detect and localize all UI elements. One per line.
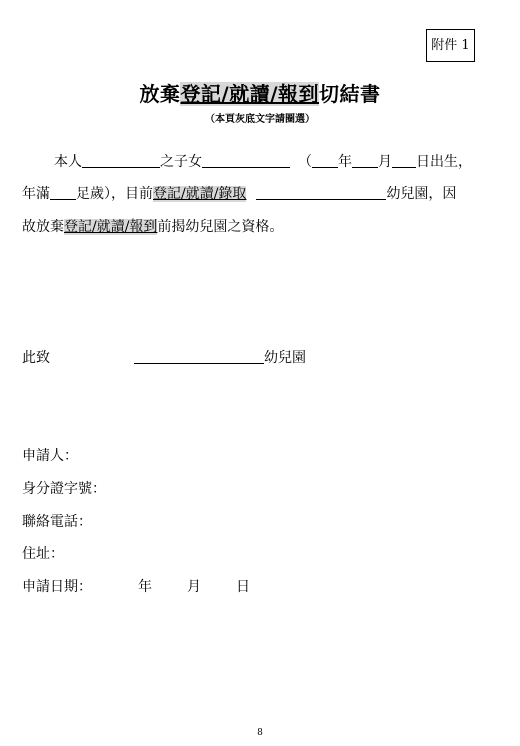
- date-month-label: 月: [187, 579, 201, 595]
- text-currently: 足歲），目前: [76, 186, 153, 202]
- status-options-highlight[interactable]: 登記/就讀/錄取: [153, 186, 247, 202]
- title-prefix: 放棄: [139, 82, 181, 106]
- document-subtitle: （本頁灰底文字請圈選）: [205, 114, 315, 125]
- text-qualification: 前揭幼兒園之資格。: [157, 219, 284, 235]
- text-child: 之子女: [160, 154, 202, 170]
- date-year-label: 年: [138, 579, 152, 595]
- paragraph-line-3: [22, 216, 283, 236]
- id-number-label: 身分證字號：: [22, 481, 106, 497]
- addressee-blank[interactable]: [134, 351, 264, 364]
- age-blank[interactable]: [50, 187, 76, 200]
- paragraph-line-2: [22, 183, 456, 203]
- birth-day-blank[interactable]: [392, 155, 416, 168]
- name-blank[interactable]: [82, 155, 160, 168]
- phone-label: 聯絡電話：: [22, 514, 92, 530]
- addressee-label: 此致: [22, 350, 50, 366]
- date-label: 申請日期：: [22, 579, 92, 595]
- address-label: 住址：: [22, 546, 64, 562]
- text-kindergarten-because: 幼兒園，因: [386, 186, 457, 202]
- date-day-label: 日: [236, 579, 250, 595]
- text-age: 年滿: [22, 186, 50, 202]
- title-suffix: 切結書: [319, 82, 381, 106]
- child-name-blank[interactable]: [202, 155, 290, 168]
- addressee-line: [134, 347, 306, 367]
- text-self: 本人: [54, 154, 82, 170]
- text-birth: 日出生，: [416, 154, 472, 170]
- page-number: 8: [257, 728, 263, 738]
- text-therefore: 故放棄: [22, 219, 64, 235]
- addressee-suffix: 幼兒園: [264, 350, 306, 366]
- paragraph-line-1: [54, 151, 472, 171]
- text-open-paren: （: [298, 154, 312, 170]
- text-year: 年: [338, 154, 352, 170]
- text-month: 月: [378, 154, 392, 170]
- birth-year-blank[interactable]: [312, 155, 338, 168]
- kindergarten-blank[interactable]: [256, 187, 386, 200]
- document-title: [0, 78, 520, 107]
- title-highlight: 登記/就讀/報到: [180, 82, 320, 106]
- attachment-label: 附件 1: [426, 29, 475, 62]
- waiver-options-highlight[interactable]: 登記/就讀/報到: [64, 219, 158, 235]
- applicant-label: 申請人：: [22, 448, 78, 464]
- birth-month-blank[interactable]: [352, 155, 378, 168]
